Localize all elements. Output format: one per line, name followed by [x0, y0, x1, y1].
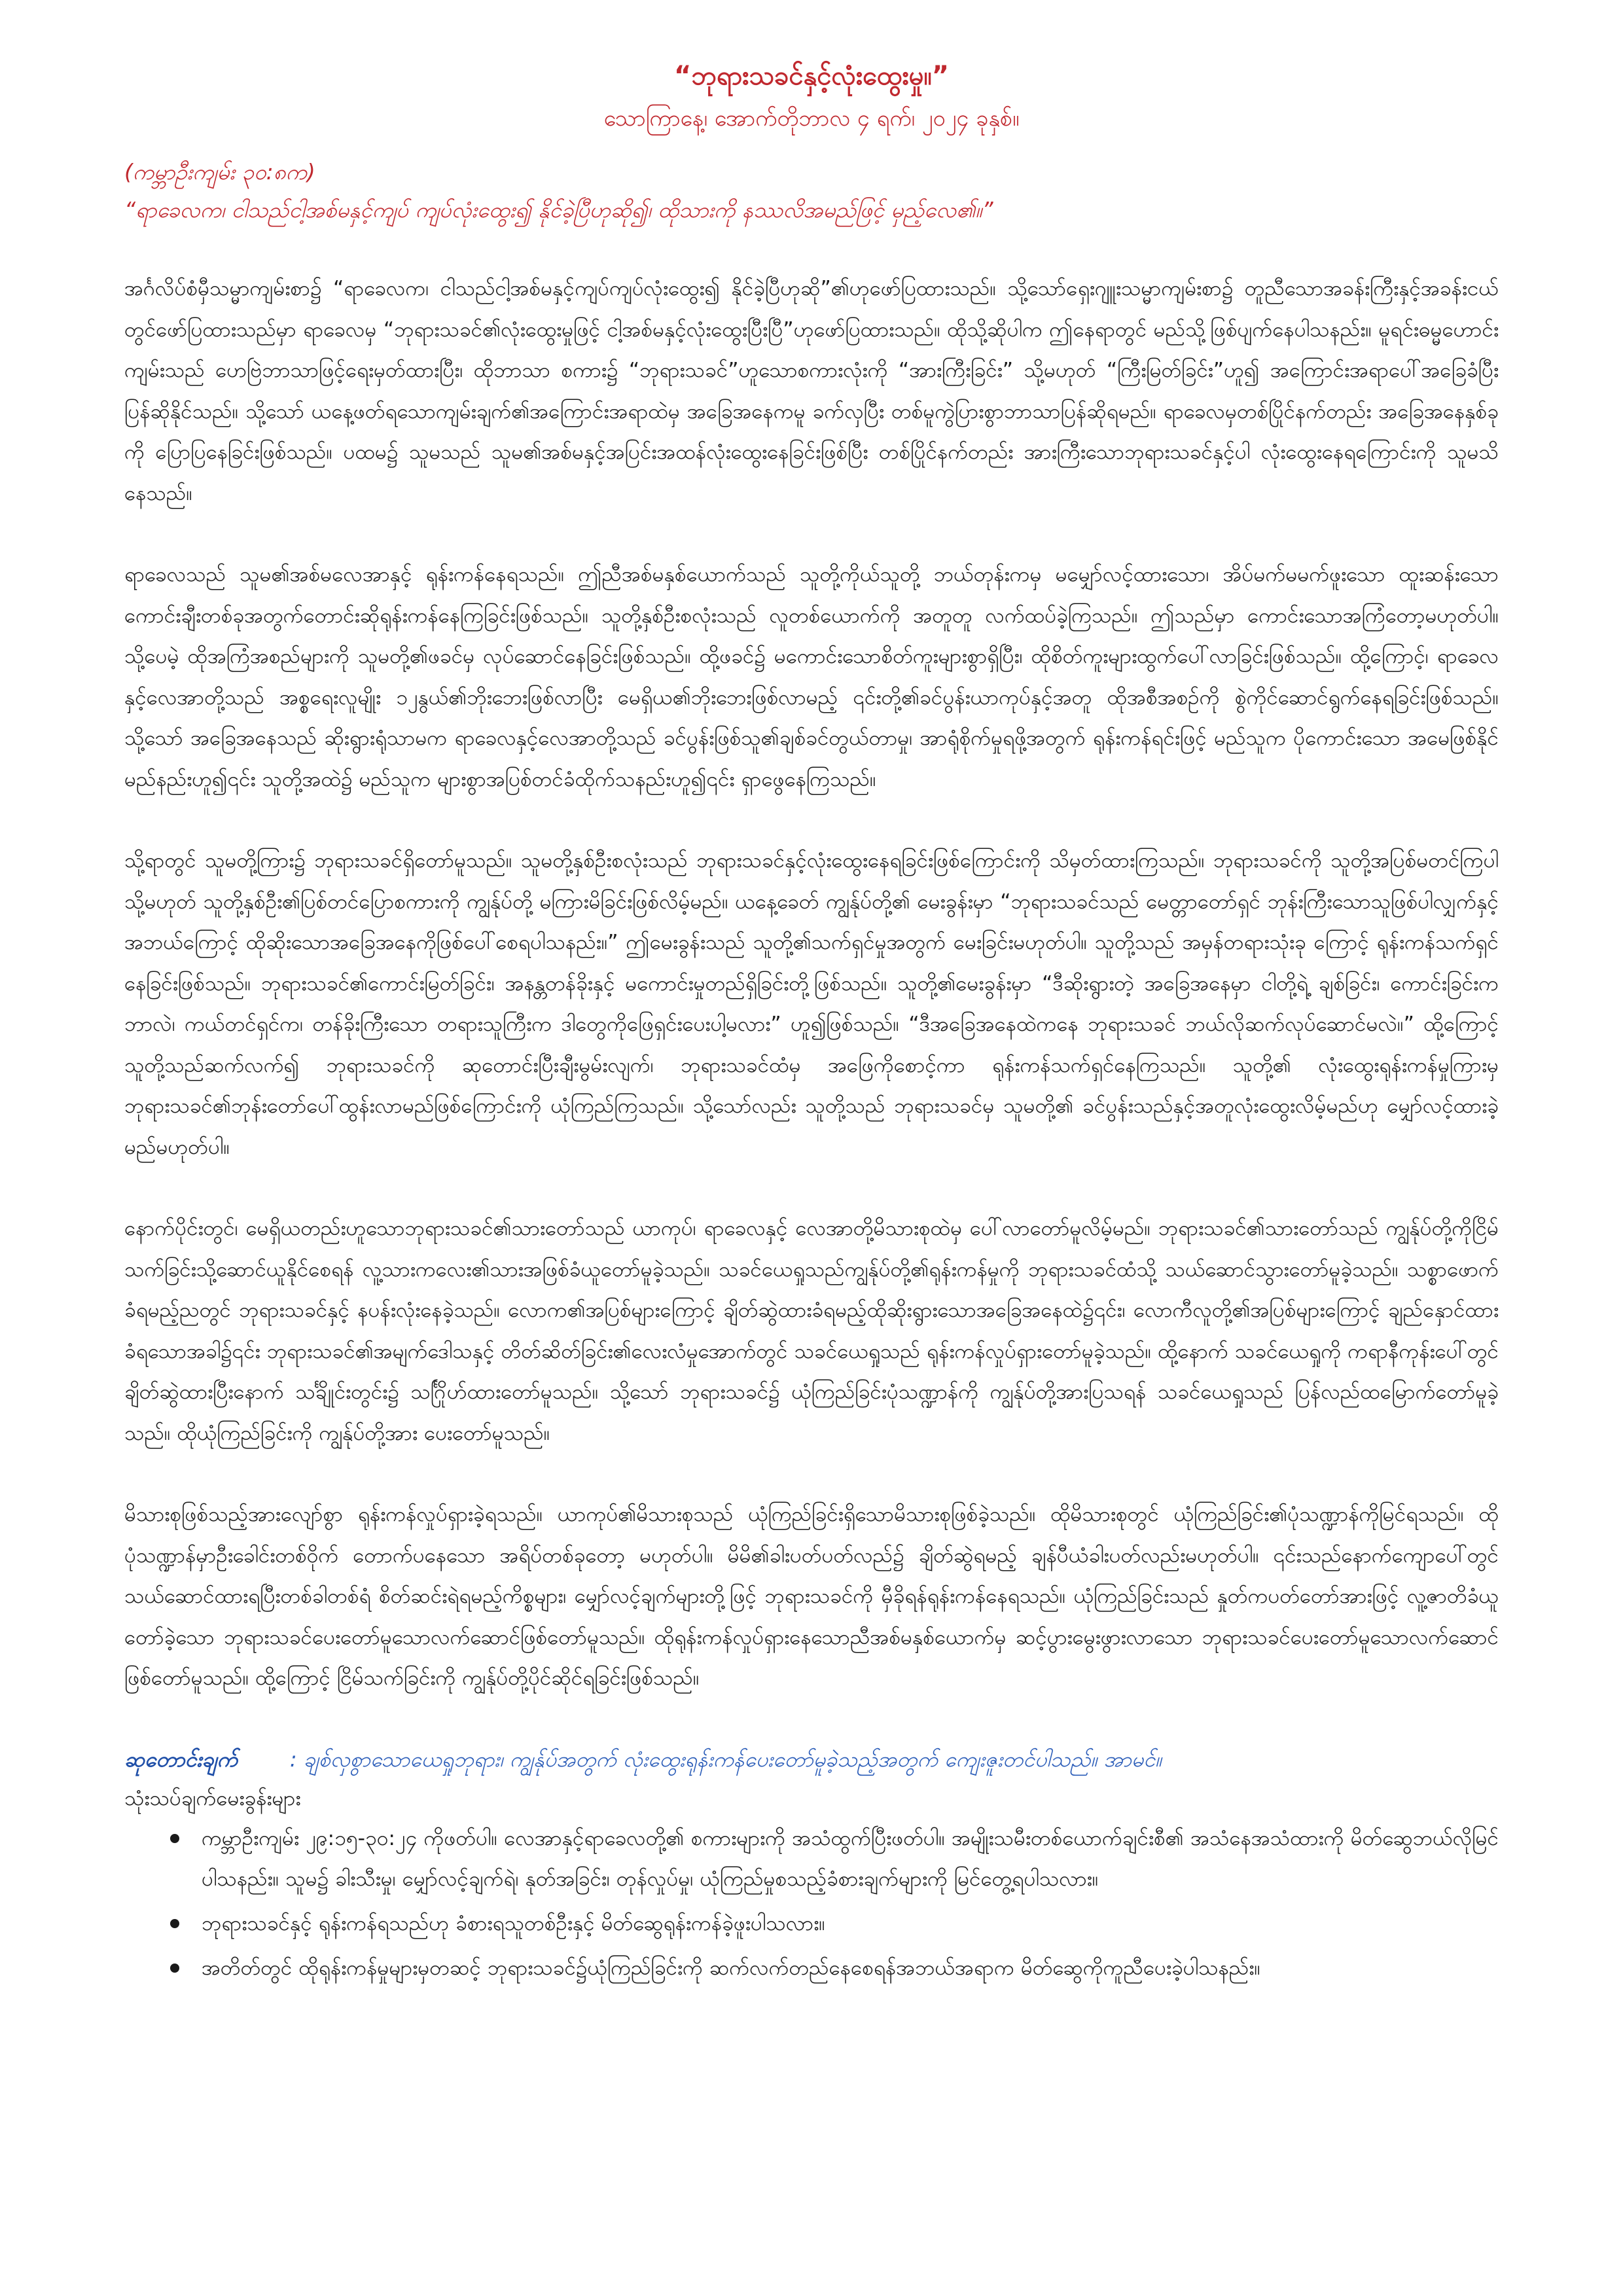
- scripture-reference: (ကမ္ဘာဦးကျမ်း ၃၀:၈က): [124, 159, 315, 185]
- body-paragraph-3: သို့ရာတွင် သူမတို့ကြား၌ ဘုရားသခင်ရှိတော်မူသည်။ သူမတို့နှစ်ဦးစလုံးသည် ဘုရားသခင်နှင့်လုံးထွေးနေရခြင်းဖြစ်ကြောင်းကို သိမှတ်ထားကြသည်။ ဘုရားသခင်ကို သူတို့အပြစ်မတင်ကြပါ သို့မဟုတ် သူတို့နှစ်ဦး၏ပြစ်တင်ပြောစကားကို ကျွန်ုပ်တို့ မကြားမိခြင်းဖြစ်လိမ့်မည်။ ယနေ့ခေတ် ကျွန်ုပ်တို့၏ မေးခွန်းမှာ “ဘုရားသခင်သည် မေတ္တာတော်ရှင် ဘုန်းကြီးသောသူဖြစ်ပါလျှက်နှင့် အဘယ်ကြောင့် ထိုဆိုးသောအခြေအနေကိုဖြစ်ပေါ်စေရပါသနည်း။” ဤမေးခွန်းသည် သူတို့၏သက်ရှင်မှုအတွက် မေးခြင်းမဟုတ်ပါ။ သူတို့သည် အမှန်တရားသုံးခု ကြောင့် ရုန်းကန်သက်ရှင်နေခြင်းဖြစ်သည်။ ဘုရားသခင်၏ကောင်းမြတ်ခြင်း၊ အနန္တတန်ခိုးနှင့် မကောင်းမှုတည်ရှိခြင်းတို့ဖြစ်သည်။ သူတို့၏မေးခွန်းမှာ “ဒီဆိုးရွားတဲ့ အခြေအနေမှာ ငါတို့ရဲ့ ချစ်ခြင်း၊ ကောင်းခြင်းက ဘာလဲ၊ ကယ်တင်ရှင်က၊ တန်ခိုးကြီးသော တရားသူကြီးက ဒါတွေကိုဖြေရှင်းပေးပါ့မလား” ဟူ၍ဖြစ်သည်။ “ဒီအခြေအနေထဲကနေ ဘုရားသခင် ဘယ်လိုဆက်လုပ်ဆောင်မလဲ။” ထို့ကြောင့် သူတို့သည်ဆက်လက်၍ ဘုရားသခင်ကို ဆုတောင်းပြီးချီးမွမ်းလျက်၊ ဘုရားသခင်ထံမှ အဖြေကိုစောင့်ကာ ရုန်းကန်သက်ရှင်နေကြသည်။ သူတို့၏ လုံးထွေးရုန်းကန်မှုကြားမှ ဘုရားသခင်၏ဘုန်းတော်ပေါ်ထွန်းလာမည်ဖြစ်ကြောင်းကို ယုံကြည်ကြသည်။ သို့သော်လည်း သူတို့သည် ဘုရားသခင်မှ သူမတို့၏ ခင်ပွန်းသည်နှင့်အတူလုံးထွေးလိမ့်မည်ဟု မျှော်လင့်ထားခဲ့မည်မဟုတ်ပါ။: [124, 849, 1499, 1159]
- scripture-verse: “ရာခေလက၊ ငါသည်ငါ့အစ်မနှင့်ကျပ် ကျပ်လုံးထွေး၍ နိုင်ခဲ့ပြီဟုဆို၍၊ ထိုသားကို နဿလိအမည်ဖြင့် မှည့်လေ၏။”: [124, 197, 993, 223]
- body-paragraph-5: မိသားစုဖြစ်သည့်အားလျော်စွာ ရုန်းကန်လှုပ်ရှားခဲ့ရသည်။ ယာကုပ်၏မိသားစုသည် ယုံကြည်ခြင်းရှိသောမိသားစုဖြစ်ခဲ့သည်။ ထိုမိသားစုတွင် ယုံကြည်ခြင်း၏ပုံသဏ္ဍာန်ကိုမြင်ရသည်။ ထိုပုံသဏ္ဍာန်မှာဦးခေါင်းတစ်ဝိုက် တောက်ပနေသော အရိပ်တစ်ခုတော့ မဟုတ်ပါ။ မိမိ၏ခါးပတ်ပတ်လည်၌ ချိတ်ဆွဲရမည့် ချန်ပီယံခါးပတ်လည်းမဟုတ်ပါ။ ၎င်းသည်နောက်ကျောပေါ်တွင် သယ်ဆောင်ထားရပြီးတစ်ခါတစ်ရံ စိတ်ဆင်းရဲရမည့်ကိစ္စများ၊ မျှော်လင့်ချက်များတို့ဖြင့် ဘုရားသခင်ကို မှီခိုရန်ရုန်းကန်နေရသည်။ ယုံကြည်ခြင်းသည် နှုတ်ကပတ်တော်အားဖြင့် လူ့ဇာတိခံယူတော်ခဲ့သော ဘုရားသခင်ပေးတော်မူသောလက်ဆောင်ဖြစ်တော်မူသည်။ ထိုရုန်းကန်လှုပ်ရှားနေသောညီအစ်မနှစ်ယောက်မှ ဆင့်ပွားမွေးဖွားလာသော ဘုရားသခင်ပေးတော်မူသောလက်ဆောင်ဖြစ်တော်မူသည်။ ထို့ကြောင့် ငြိမ်သက်ခြင်းကို ကျွန်ုပ်တို့ပိုင်ဆိုင်ရခြင်းဖြစ်သည်။: [124, 1503, 1499, 1690]
- page-title: “ဘုရားသခင်နှင့်လုံးထွေးမှု။”: [673, 61, 950, 91]
- body-paragraph-4: နောက်ပိုင်းတွင်၊ မေရှိယတည်းဟူသောဘုရားသခင်၏သားတော်သည် ယာကုပ်၊ ရာခေလနှင့် လေအာတို့မိသားစုထဲမှ ပေါ်လာတော်မူလိမ့်မည်။ ဘုရားသခင်၏သားတော်သည် ကျွန်ုပ်တို့ကိုငြိမ်သက်ခြင်းသို့ဆောင်ယူနိုင်စေရန် လူ့သားကလေး၏သားအဖြစ်ခံယူတော်မူခဲ့သည်။ သခင်ယေရှုသည်ကျွန်ုပ်တို့၏ရုန်းကန်မှုကို ဘုရားသခင်ထံသို့ သယ်ဆောင်သွားတော်မူခဲ့သည်။ သစ္စာဖောက်ခံရမည့်ညတွင် ဘုရားသခင်နှင့် နပန်းလုံးနေခဲ့သည်။ လောက၏အပြစ်များကြောင့် ချိတ်ဆွဲထားခံရမည့်ထိုဆိုးရွားသောအခြေအနေထဲ၌၎င်း၊ လောကီလူတို့၏အပြစ်များကြောင့် ချည်နှောင်ထားခံရသောအခါ၌၎င်း ဘုရားသခင်၏အမျက်ဒေါသနှင့် တိတ်ဆိတ်ခြင်း၏လေးလံမှုအောက်တွင် သခင်ယေရှုသည် ရုန်းကန်လှုပ်ရှားတော်မူခဲ့သည်။ ထို့နောက် သခင်ယေရှုကို ကရာနီကုန်းပေါ်တွင် ချိတ်ဆွဲထားပြီးနောက် သင်္ချိုင်းတွင်း၌ သင်္ဂြိုဟ်ထားတော်မူသည်။ သို့သော် ဘုရားသခင်၌ ယုံကြည်ခြင်းပုံသဏ္ဍာန်ကို ကျွန်ုပ်တို့အားပြသရန် သခင်ယေရှုသည် ပြန်လည်ထမြောက်တော်မူခဲ့သည်။ ထိုယုံကြည်ခြင်းကို ကျွန်ုပ်တို့အား ပေးတော်မူသည်။: [124, 1217, 1499, 1445]
- body-paragraph-1: အင်္ဂလိပ်စံမှီသမ္မာကျမ်းစာ၌ “ရာခေလက၊ ငါသည်ငါ့အစ်မနှင့်ကျပ်ကျပ်လုံးထွေး၍ နိုင်ခဲ့ပြီဟုဆို”၏ဟုဖော်ပြထားသည်။ သို့သော်ရှေးဂျူးသမ္မာကျမ်းစာ၌ တူညီသောအခန်းကြီးနှင့်အခန်းငယ်တွင်ဖော်ပြထားသည်မှာ ရာခေလမှ “ဘုရားသခင်၏လုံးထွေးမှုဖြင့် ငါ့အစ်မနှင့်လုံးထွေးပြီးပြီ”ဟုဖော်ပြထားသည်။ ထိုသို့ဆိုပါက ဤနေရာတွင် မည်သို့ဖြစ်ပျက်နေပါသနည်း။ မူရင်းဓမ္မဟောင်းကျမ်းသည် ဟေဗြဲဘာသာဖြင့်ရေးမှတ်ထားပြီး၊ ထိုဘာသာ စကား၌ “ဘုရားသခင်”ဟူသောစကားလုံးကို “အားကြီးခြင်း” သို့မဟုတ် “ကြီးမြတ်ခြင်း”ဟူ၍ အကြောင်းအရာပေါ်အခြေခံပြီးပြန်ဆိုနိုင်သည်။ သို့သော် ယနေ့ဖတ်ရသောကျမ်းချက်၏အကြောင်းအရာထဲမှ အခြေအနေကမူ ခက်လှပြီး တစ်မူကွဲပြားစွာဘာသာပြန်ဆိုရမည်။ ရာခေလမှတစ်ပြိုင်နက်တည်း အခြေအနေနှစ်ခုကို ပြောပြနေခြင်းဖြစ်သည်။ ပထမ၌ သူမသည် သူမ၏အစ်မနှင့်အပြင်းအထန်လုံးထွေးနေခြင်းဖြစ်ပြီး တစ်ပြိုင်နက်တည်း အားကြီးသောဘုရားသခင်နှင့်ပါ လုံးထွေးနေရကြောင်းကို သူမသိနေသည်။: [124, 277, 1499, 505]
- question-text: ဘုရားသခင်နှင့် ရုန်းကန်ရသည်ဟု ခံစားရသူတစ်ဦးနှင့် မိတ်ဆွေရုန်းကန်ခဲ့ဖူးပါသလား။: [202, 1911, 825, 1935]
- devotional-page: [124, 52, 1499, 1992]
- prayer-label: ဆုတောင်းချက်: [124, 1746, 238, 1772]
- bullet-icon: [170, 1834, 179, 1843]
- question-item: [170, 1903, 1499, 1944]
- question-text: အတိတ်တွင် ထိုရုန်းကန်မှုများမှတဆင့် ဘုရားသခင်၌ယုံကြည်ခြင်းကို ဆက်လက်တည်နေစေရန်အဘယ်အရာက မိတ်ဆွေကိုကူညီပေးခဲ့ပါသနည်း။: [202, 1956, 1260, 1980]
- reflection-questions: [124, 1818, 1499, 1988]
- body-paragraph-2: ရာခေလသည် သူမ၏အစ်မလေအာနှင့် ရုန်းကန်နေရသည်။ ဤညီအစ်မနှစ်ယောက်သည် သူတို့ကိုယ်သူတို့ ဘယ်တုန်းကမှ မမျှော်လင့်ထားသော၊ အိပ်မက်မမက်ဖူးသော ထူးဆန်းသောကောင်းချီးတစ်ခုအတွက်တောင်းဆိုရုန်းကန်နေကြခြင်းဖြစ်သည်။ သူတို့နှစ်ဦးစလုံးသည် လူတစ်ယောက်ကို အတူတူ လက်ထပ်ခဲ့ကြသည်။ ဤသည်မှာ ကောင်းသောအကြံတော့မဟုတ်ပါ။ သို့ပေမဲ့ ထိုအကြံအစည်များကို သူမတို့၏ဖခင်မှ လုပ်ဆောင်နေခြင်းဖြစ်သည်။ ထို့ဖခင်၌ မကောင်းသောစိတ်ကူးများစွာရှိပြီး၊ ထိုစိတ်ကူးများထွက်ပေါ်လာခြင်းဖြစ်သည်။ ထို့ကြောင့်၊ ရာခေလနှင့်လေအာတို့သည် အစ္စရေးလူမျိုး ၁၂နွယ်၏ဘိုးဘေးဖြစ်လာပြီး မေရှိယ၏ဘိုးဘေးဖြစ်လာမည့် ၎င်းတို့၏ခင်ပွန်းယာကုပ်နှင့်အတူ ထိုအစီအစဉ်ကို စွဲကိုင်ဆောင်ရွက်နေရခြင်းဖြစ်သည်။ သို့သော် အခြေအနေသည် ဆိုးရွားရုံသာမက ရာခေလနှင့်လေအာတို့သည် ခင်ပွန်းဖြစ်သူ၏ချစ်ခင်တွယ်တာမှု၊ အာရုံစိုက်မှုရဖို့အတွက် ရုန်းကန်ရင်းဖြင့် မည်သူက ပိုကောင်းသော အမေဖြစ်နိုင်မည်နည်းဟူ၍၎င်း သူတို့အထဲ၌ မည်သူက များစွာအပြစ်တင်ခံထိုက်သနည်းဟူ၍၎င်း ရှာဖွေနေကြသည်။: [124, 563, 1499, 791]
- prayer-text: : ချစ်လှစွာသောယေရှုဘုရား၊ ကျွန်ုပ်အတွက် လုံးထွေးရုန်းကန်ပေးတော်မူခဲ့သည့်အတွက် ကျေးဇူးတင်ပါသည်။ အာမင်။: [289, 1746, 1162, 1772]
- bullet-icon: [170, 1964, 179, 1973]
- prayer: [124, 1740, 1499, 1779]
- question-item: [170, 1948, 1499, 1988]
- bullet-icon: [170, 1919, 179, 1928]
- page-date: သောကြာနေ့၊ အောက်တိုဘာလ ၄ ရက်၊ ၂၀၂၄ ခုနှစ်။: [603, 105, 1020, 132]
- question-item: [170, 1818, 1499, 1899]
- reflection-heading: သုံးသပ်ချက်မေးခွန်းများ: [124, 1786, 301, 1810]
- question-text: ကမ္ဘာဦးကျမ်း ၂၉:၁၅-၃၀:၂၄ ကိုဖတ်ပါ။ လေအာနှင့်ရာခေလတို့၏ စကားများကို အသံထွက်ပြီးဖတ်ပါ။ အမျိုးသမီးတစ်ယောက်ချင်းစီ၏ အသံနေအသံထားကို မိတ်ဆွေဘယ်လိုမြင်ပါသနည်း။ သူမ၌ ခါးသီးမှု၊ မျှော်လင့်ချက်ရဲ၊ နုတ်အခြင်း၊ တုန်လှုပ်မှု၊ ယုံကြည်မှုစသည့်ခံစားချက်များကို မြင်တွေ့ရပါသလား။: [202, 1826, 1499, 1891]
